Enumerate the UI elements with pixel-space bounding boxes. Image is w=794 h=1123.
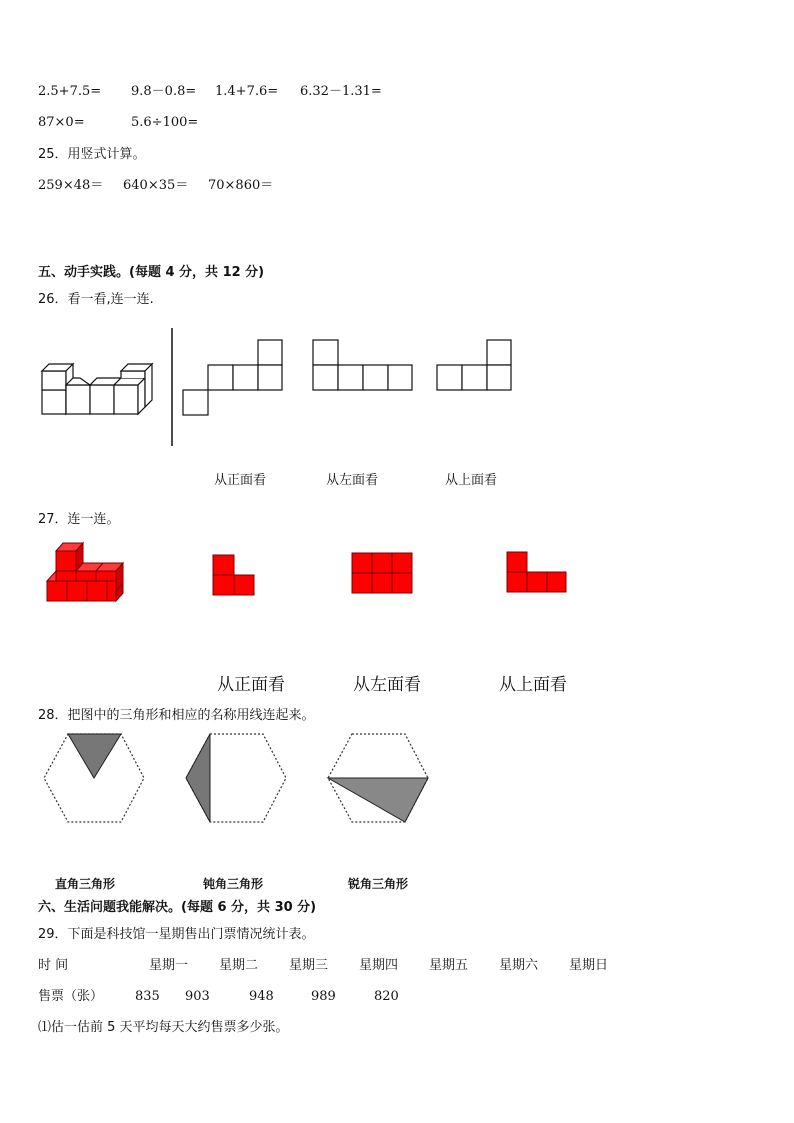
q26-label-left: 从左面看	[326, 473, 379, 488]
question-29-title: 29．下面是科技馆一星期售出门票情况统计表。	[38, 927, 315, 942]
table-value: 835	[135, 989, 160, 1004]
table-row-label: 售票（张）	[38, 989, 104, 1004]
q28-label-acute: 锐角三角形	[348, 877, 409, 891]
q26-label-front: 从正面看	[214, 473, 267, 488]
q26-label-top: 从上面看	[445, 473, 498, 488]
table-day: 星期日	[569, 958, 609, 973]
q28-label-obtuse: 钝角三角形	[203, 877, 264, 891]
vertical-calc-item: 259×48＝	[38, 178, 104, 193]
q27-label-left: 从左面看	[353, 675, 421, 695]
triangle-acute	[68, 734, 121, 778]
section-5-heading: 五、动手实践。(每题 4 分，共 12 分)	[38, 265, 265, 280]
vertical-calc-item: 640×35＝	[123, 178, 189, 193]
calc-item: 1.4+7.6=	[215, 84, 279, 99]
q28-label-right: 直角三角形	[55, 877, 116, 891]
table-value: 903	[185, 989, 210, 1004]
question-25-title: 25．用竖式计算。	[38, 147, 146, 162]
calc-item: 87×0=	[38, 115, 85, 130]
calc-item: 5.6÷100=	[131, 115, 199, 130]
triangle-right	[328, 778, 428, 822]
table-day: 星期四	[359, 958, 399, 973]
table-value: 948	[249, 989, 274, 1004]
question-26-title: 26．看一看,连一连.	[38, 292, 154, 307]
q27-label-front: 从正面看	[217, 675, 285, 695]
table-day: 星期五	[429, 958, 469, 973]
table-day: 星期六	[499, 958, 539, 973]
question-27-title: 27．连一连。	[38, 512, 120, 527]
triangle-obtuse	[186, 734, 210, 822]
table-day: 星期三	[289, 958, 329, 973]
section-6-heading: 六、生活问题我能解决。(每题 6 分，共 30 分)	[38, 900, 317, 915]
calc-item: 9.8－0.8=	[131, 84, 197, 99]
question-29-sub-1: ⑴估一估前 5 天平均每天大约售票多少张。	[38, 1020, 289, 1035]
question-28-title: 28．把图中的三角形和相应的名称用线连起来。	[38, 708, 315, 723]
calc-item: 2.5+7.5=	[38, 84, 102, 99]
calc-item: 6.32－1.31=	[300, 84, 382, 99]
table-value: 989	[311, 989, 336, 1004]
table-header-label: 时 间	[38, 958, 69, 973]
table-day: 星期二	[219, 958, 259, 973]
table-value: 820	[374, 989, 399, 1004]
vertical-calc-item: 70×860＝	[208, 178, 274, 193]
table-day: 星期一	[149, 958, 189, 973]
q27-label-top: 从上面看	[499, 675, 567, 695]
